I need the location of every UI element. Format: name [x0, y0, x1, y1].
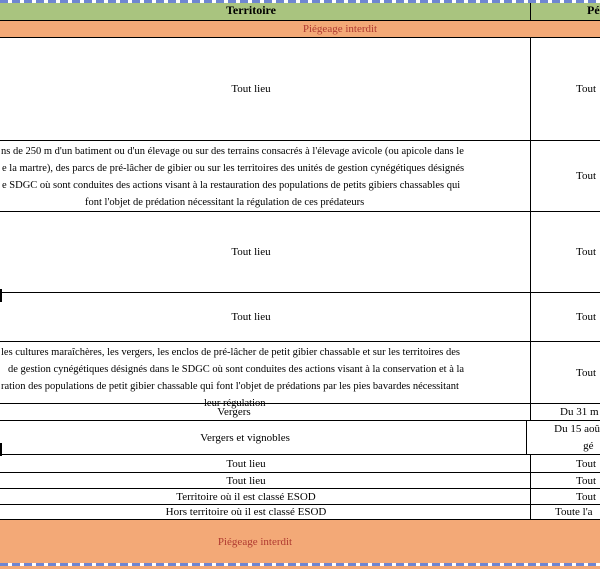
cell-territoire[interactable] — [0, 342, 530, 409]
table-header-row — [0, 0, 600, 21]
table-row — [0, 342, 600, 409]
cell-periode[interactable] — [530, 505, 600, 519]
table-row — [0, 455, 600, 473]
cell-periode-text: Tout — [576, 490, 597, 503]
cell-territoire[interactable]: Vergers et vignobles — [200, 431, 290, 444]
merged-banner-piegeage-interdit-bottom[interactable]: Piégeage interdit — [0, 520, 600, 569]
cell-territoire[interactable]: Tout lieu — [231, 246, 271, 258]
cell-territoire[interactable]: Hors territoire où il est classé ESOD — [165, 506, 327, 518]
selection-marquee-bottom — [0, 563, 600, 566]
cell-periode[interactable] — [530, 38, 600, 140]
cell-periode[interactable] — [530, 293, 600, 341]
cell-periode-text: Tout — [576, 457, 597, 470]
table-row — [0, 141, 600, 212]
cell-periode[interactable] — [530, 141, 600, 211]
column-header-periode-label: Pé — [587, 3, 600, 17]
cell-periode-text: Tout — [576, 246, 597, 258]
cell-periode-text: gé — [583, 439, 594, 452]
table-row — [0, 473, 600, 489]
left-cell-border-fragment — [0, 443, 2, 456]
table-row — [0, 505, 600, 520]
cell-territoire[interactable] — [0, 141, 530, 211]
cell-periode[interactable] — [530, 455, 600, 472]
table-row — [0, 489, 600, 505]
table-row — [0, 293, 600, 342]
cell-territoire[interactable]: Vergers — [217, 406, 251, 418]
cell-periode[interactable] — [530, 342, 600, 403]
cell-text-line: leur régulation — [204, 398, 266, 409]
cell-territoire[interactable]: Tout lieu — [231, 83, 271, 95]
cell-periode-text: Tout — [576, 170, 597, 182]
cell-periode[interactable] — [530, 212, 600, 292]
table-row — [0, 421, 600, 455]
cell-text-line: font l'objet de prédation nécessitant la régulation de ces prédateurs — [85, 197, 365, 208]
cell-periode-text: Du 31 m — [560, 406, 599, 418]
cell-periode[interactable] — [530, 473, 600, 488]
cell-text-line: ration des populations de petit gibier chassable qui font l'objet de prédations par les pies bavardes nécessitant — [1, 381, 459, 392]
cell-periode[interactable] — [526, 421, 600, 454]
cell-territoire[interactable]: Tout lieu — [226, 474, 266, 487]
cell-text-line: ns de 250 m d'un batiment ou d'un élevage ou sur des terrains consacrés à l'élevage avicole (ou apicole dans le — [1, 146, 464, 157]
selection-marquee-top — [0, 0, 600, 3]
cell-periode-text: Tout — [576, 474, 597, 487]
cell-text-line: les cultures maraîchères, les vergers, les enclos de pré-lâcher de petit gibier chassable et sur les territoires des — [1, 347, 460, 358]
cell-text-line: e SDGC où sont conduites des actions visant à la restauration des populations de petits gibiers chassables qui — [2, 180, 461, 191]
cell-periode[interactable] — [530, 489, 600, 504]
cell-periode-text: Tout — [576, 311, 597, 323]
cell-text-line: e la martre), des parcs de pré-lâcher de gibier ou sur les territoires des unités de gestion cynégétiques désignés — [2, 163, 465, 174]
merged-banner-piegeage-interdit-top[interactable]: Piégeage interdit — [0, 21, 600, 38]
left-cell-border-fragment — [0, 289, 2, 302]
cell-periode-text: Du 15 aoû — [554, 422, 600, 435]
cell-periode-text: Tout — [576, 83, 597, 95]
cell-periode-text: Toute l'a — [555, 506, 593, 518]
cell-periode-text: Tout — [576, 366, 597, 379]
cell-territoire[interactable]: Tout lieu — [226, 457, 266, 470]
table-row — [0, 212, 600, 293]
cell-territoire[interactable]: Tout lieu — [231, 311, 271, 323]
table-row — [0, 404, 600, 421]
cell-text-line: de gestion cynégétiques désignés dans le SDGC où sont conduites des actions visant à la conservation et à la — [8, 364, 465, 375]
column-header-periode[interactable] — [530, 0, 600, 20]
cell-periode[interactable] — [530, 404, 600, 420]
table-row — [0, 38, 600, 141]
cell-territoire[interactable]: Territoire où il est classé ESOD — [176, 490, 316, 503]
column-header-territoire[interactable]: Territoire — [226, 2, 276, 17]
